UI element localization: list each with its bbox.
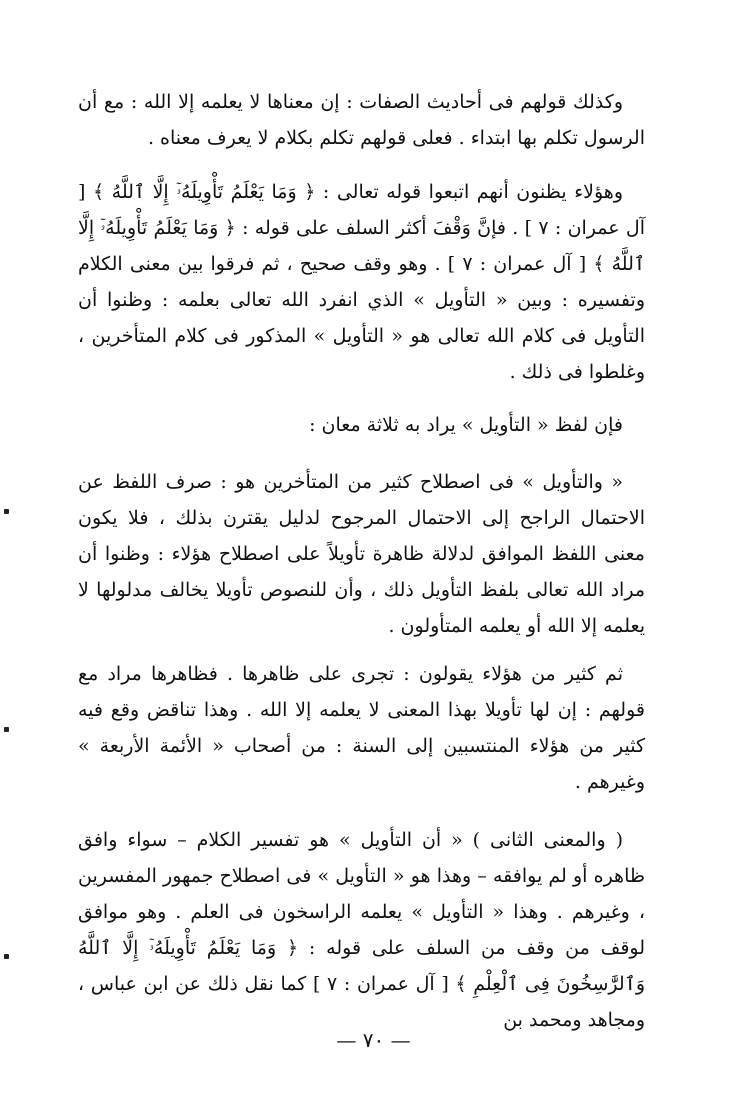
paragraph-6-block: [78, 822, 645, 1038]
paragraph-4: « والتأويل » فى اصطلاح كثير من المتأخرين هو : صرف اللفظ عن الاحتمال الراجح إلى الاحتمال المرجوح لدليل يقترن بذلك ، فلا يكون معنى اللفظ الموافق لدلالة ظاهرة تأويلاً على اصطلاح هؤلاء : وظنوا أن مراد الله تعالى بلفظ التأويل ذلك ، وأن للنصوص تأويلا يخالف مدلولها لا يعلمه إلا الله أو يعلمه المتأولون .: [78, 471, 645, 637]
paragraph-6: ( والمعنى الثانى ) « أن التأويل » هو تفسير الكلام – سواء وافق ظاهره أو لم يوافقه – وهذا هو « التأويل » فى اصطلاح جمهور المفسرين ، وغيرهم . وهذا « التأويل » يعلمه الراسخون فى العلم . وهو موافق لوقف من وقف من السلف على قوله : ﴿ وَمَا يَعْلَمُ تَأْوِيلَهُۥٓ إِلَّا ٱللَّهُ وَٱلرَّٰسِخُونَ فِى ٱلْعِلْمِ ﴾ [ آل عمران : ٧ ] كما نقل ذلك عن ابن عباس ، ومجاهد ومحمد بن: [78, 829, 645, 1031]
margin-mark: [4, 954, 9, 959]
paragraph-3: فإن لفظ « التأويل » يراد به ثلاثة معان :: [309, 414, 623, 436]
paragraph-1: وكذلك قولهم فى أحاديث الصفات : إن معناها لا يعلمه إلا الله : مع أن الرسول تكلم بها ابتداء . فعلى قولهم تكلم بكلام لا يعرف معناه .: [78, 91, 645, 149]
paragraph-2-block: [78, 174, 645, 390]
paragraph-2: وهؤلاء يظنون أنهم اتبعوا قوله تعالى : ﴿ وَمَا يَعْلَمُ تَأْوِيلَهُۥٓ إِلَّا ٱللَّهُ ﴾ [ آل عمران : ٧ ] . فإنَّ وَقْفَ أكثر السلف على قوله : ﴿ وَمَا يَعْلَمُ تَأْوِيلَهُۥٓ إِلَّا ٱللَّهُ ﴾ [ آل عمران : ٧ ] . وهو وقف صحيح ، ثم فرقوا بين معنى الكلام وتفسيره : وبين « التأويل » الذي انفرد الله تعالى بعلمه : وظنوا أن التأويل فى كلام الله تعالى هو « التأويل » المذكور فى كلام المتأخرين ، وغلطوا فى ذلك .: [78, 181, 645, 383]
paragraph-5: ثم كثير من هؤلاء يقولون : تجرى على ظاهرها . فظاهرها مراد مع قولهم : إن لها تأويلا بهذا المعنى لا يعلمه إلا الله . وهذا تناقض وقع فيه كثير من هؤلاء المنتسبين إلى السنة : من أصحاب « الأئمة الأربعة » وغيرهم .: [78, 663, 645, 793]
margin-mark: [4, 509, 9, 514]
paragraph-1-block: [78, 84, 645, 156]
paragraph-5-block: [78, 656, 645, 800]
margin-mark: [4, 727, 9, 732]
paragraph-4-block: [78, 464, 645, 644]
paragraph-3-block: [78, 407, 645, 443]
page-number: — ٧٠ —: [336, 1028, 411, 1052]
